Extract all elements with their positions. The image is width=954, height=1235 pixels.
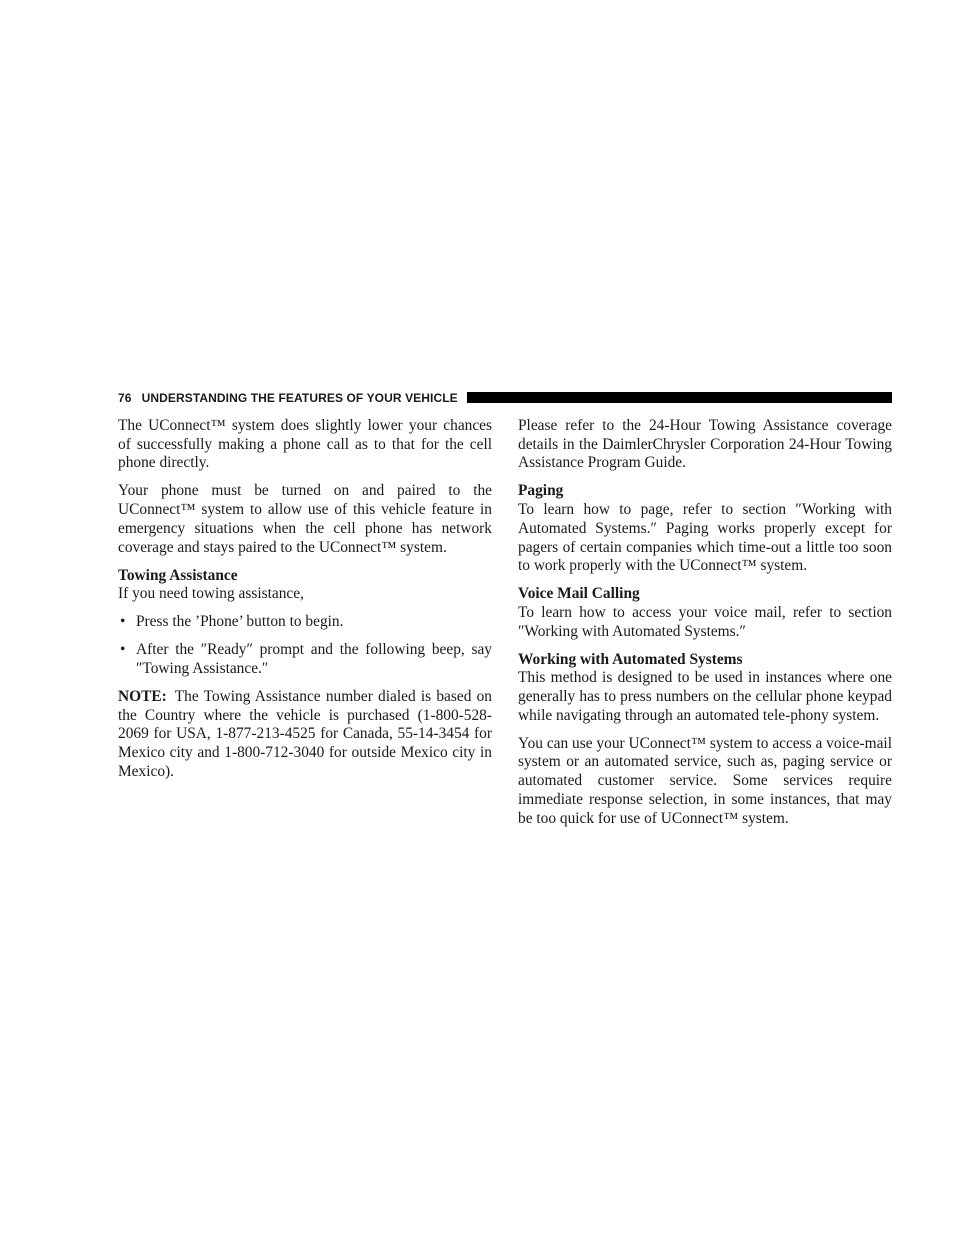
list-item [118,641,492,678]
list-item [118,613,492,632]
towing-coverage-paragraph: Please refer to the 24-Hour Towing Assistance coverage details in the DaimlerChrysler Corporation 24-Hour Towing Assistance Program Guide. [518,417,892,472]
phone-pairing-paragraph: Your phone must be turned on and paired to the UConnect™ system to allow use of this vehicle feature in emergency situations when the cell phone has network coverage and stays paired to the UConnect™ system. [118,482,492,556]
left-column [118,417,492,791]
towing-steps-list [118,613,492,678]
page-number: 76 [118,390,132,405]
towing-intro-paragraph: If you need towing assistance, [118,585,304,603]
header-rule-bar [467,392,892,403]
towing-assistance-heading: Towing Assistance [118,566,238,584]
page-header [118,389,892,406]
voice-mail-service-paragraph: You can use your UConnect™ system to access a voice-mail system or an automated service, such as, paging service or automated customer service. Some services require immediate response selection, in some instances, that may be too quick for use of UConnect™ system. [518,734,892,827]
section-title: UNDERSTANDING THE FEATURES OF YOUR VEHICLE [141,390,458,405]
voice-mail-heading: Voice Mail Calling [518,585,640,603]
right-column [518,417,892,838]
note-label: NOTE: [118,687,167,705]
automated-systems-heading: Working with Automated Systems [518,650,743,668]
automated-systems-paragraph: This method is designed to be used in instances where one generally has to press numbers on the cellular phone keypad while navigating through an automated tele-phony system. [518,669,892,724]
bullet-icon: • [120,613,126,631]
list-item-text: After the ″Ready″ prompt and the following beep, say ″Towing Assistance.″ [136,641,492,677]
voice-mail-paragraph: To learn how to access your voice mail, refer to section ″Working with Automated Systems.″ [518,603,892,640]
note-text: The Towing Assistance number dialed is based on the Country where the vehicle is purchased (1-800-528-2069 for USA, 1-877-213-4525 for Canada, 55-14-3454 for Mexico city and 1-800-712-3040 for outside Mexico city in Mexico). [118,687,492,780]
note-paragraph [118,688,492,782]
paging-paragraph: To learn how to page, refer to section ″Working with Automated Systems.″ Paging works properly except for pagers of certain companies which time-out a little too soon to work properly with the UConnect™ system. [518,501,892,575]
uconnect-limitation-paragraph: The UConnect™ system does slightly lower your chances of successfully making a phone call as to that for the cell phone directly. [118,417,492,472]
paging-heading: Paging [518,482,564,500]
bullet-icon: • [120,641,126,659]
list-item-text: Press the ’Phone’ button to begin. [136,613,344,631]
